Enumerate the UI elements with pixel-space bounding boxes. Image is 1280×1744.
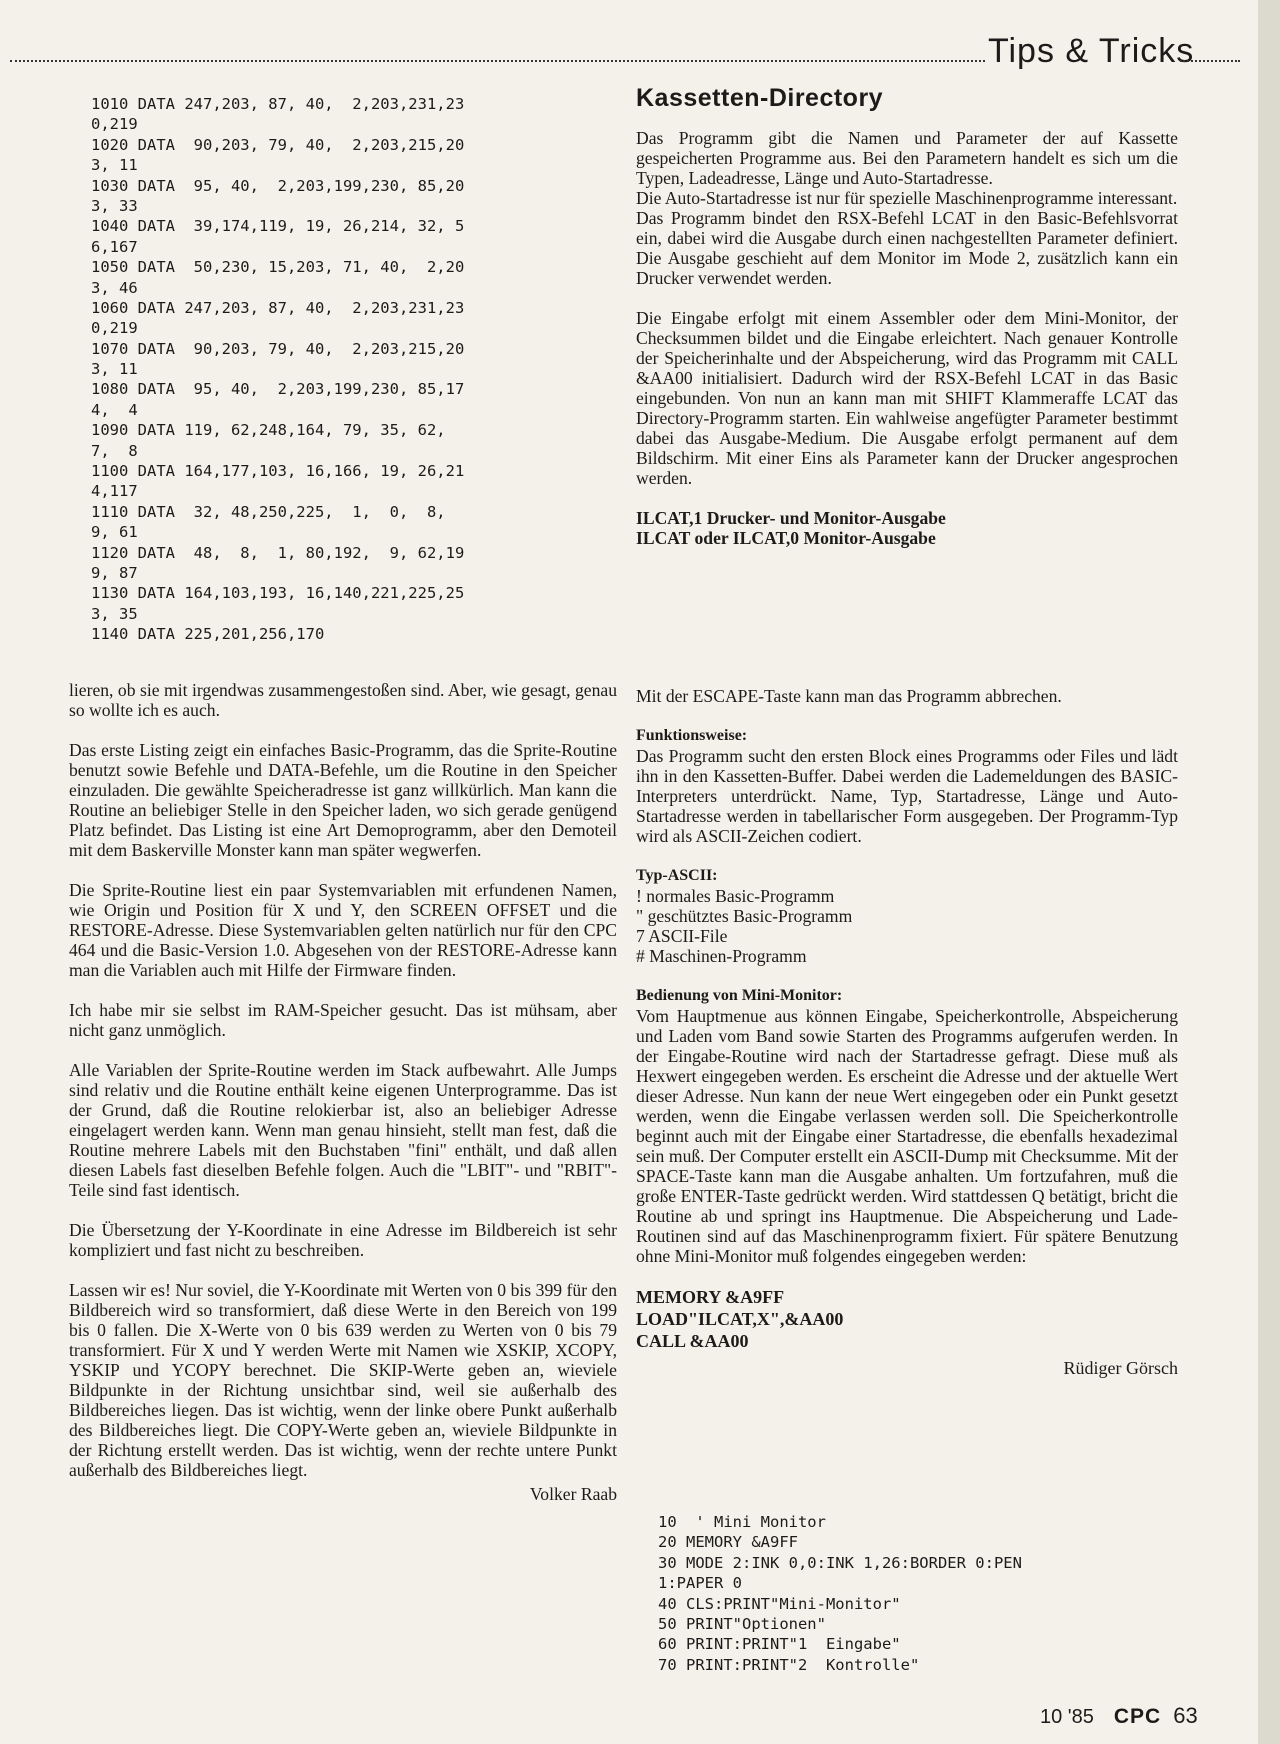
listing-line: 50 PRINT"Optionen" bbox=[658, 1614, 826, 1633]
paragraph: Die Übersetzung der Y-Koordinate in eine Adresse im Bildbereich ist sehr kompliziert und fast nicht zu beschreiben. bbox=[69, 1220, 617, 1260]
data-listing bbox=[91, 94, 464, 645]
listing-line: 1110 DATA 32, 48,250,225, 1, 0, 8, bbox=[91, 502, 446, 521]
paragraph: Die Sprite-Routine liest ein paar Systemvariablen mit erfundenen Namen, wie Origin und Position für X und Y, den SCREEN OFFSET und die RESTORE-Adresse. Diese Systemvariablen gelten natürlich nur für den CPC 464 und die Basic-Version 1.0. Abgesehen von der RESTORE-Adresse kann man die Variablen auch mit Hilfe der Firmware finden. bbox=[69, 880, 617, 980]
section-label: Tips & Tricks bbox=[988, 32, 1195, 70]
listing-line: 1030 DATA 95, 40, 2,203,199,230, 85,20 bbox=[91, 176, 465, 195]
listing-line: 3, 35 bbox=[91, 604, 138, 623]
listing-line: 4, 4 bbox=[91, 400, 138, 419]
type-line: ! normales Basic-Programm bbox=[636, 886, 835, 906]
listing-line: 6,167 bbox=[91, 237, 138, 256]
mini-monitor-listing bbox=[658, 1512, 1022, 1675]
listing-line: 1010 DATA 247,203, 87, 40, 2,203,231,23 bbox=[91, 95, 465, 113]
listing-line: 7, 8 bbox=[91, 441, 138, 460]
paragraph: Das Programm sucht den ersten Block eines Programms oder Files und lädt ihn in den Kassetten-Buffer. Dabei werden die Lademeldungen des BASIC-Interpreters unterdrückt. Name, Typ, Startadresse, Länge und Auto-Startadresse werden in tabellarischer Form ausgegeben. Der Programm-Typ wird als ASCII-Zeichen codiert. bbox=[636, 746, 1178, 846]
listing-line: 0,219 bbox=[91, 115, 138, 134]
author-right: Rüdiger Görsch bbox=[1063, 1358, 1178, 1378]
listing-line: 1020 DATA 90,203, 79, 40, 2,203,215,20 bbox=[91, 135, 465, 154]
paragraph: Mit der ESCAPE-Taste kann man das Programm abbrechen. bbox=[636, 686, 1062, 706]
listing-line: 3, 33 bbox=[91, 196, 138, 215]
paragraph: Vom Hauptmenue aus können Eingabe, Speicherkontrolle, Abspeicherung und Laden vom Band sowie Starten des Programms aufgerufen werden. In der Eingabe-Routine wird nach der Startadresse gefragt. Diese muß als Hexwert eingegeben werden. Es erscheint die Adresse und der aktuelle Wert dieser Adresse. Nun kann der neue Wert eingegeben oder ein Punkt gesetzt werden, wenn die Eingabe verlassen werden soll. Die Speicherkontrolle beginnt auch mit der Eingabe einer Startadresse, die ebenfalls hexadezimal sein muß. Der Computer erstellt ein ASCII-Dump mit Checksumme. Mit der SPACE-Taste kann man die Ausgabe anhalten. Um fortzufahren, muß die große ENTER-Taste gedrückt werden. Wird stattdessen Q betätigt, bricht die Routine ab und springt ins Hauptmenue. Die Abspeicherung und Lade-Routinen sind auf das Maschinenprogramm fixiert. Für spätere Benutzung ohne Mini-Monitor muß folgendes eingegeben werden: bbox=[636, 1006, 1178, 1266]
listing-line: 9, 87 bbox=[91, 563, 138, 582]
listing-line: 9, 61 bbox=[91, 523, 138, 542]
header-rule-end bbox=[1180, 60, 1240, 62]
page-number: 63 bbox=[1173, 1703, 1198, 1728]
subheading: Funktionsweise: bbox=[636, 727, 748, 744]
magazine-logo: CPC bbox=[1113, 1705, 1162, 1728]
paragraph: Das erste Listing zeigt ein einfaches Basic-Programm, das die Sprite-Routine benutzt sowie Befehle und DATA-Befehle, um die Routine in den Speicher einzuladen. Die gewählte Speicheradresse ist ganz willkürlich. Man kann die Routine an beliebiger Stelle in den Speicher laden, wo sich gerade genügend Platz befindet. Das Listing ist eine Art Demoprogramm, aber den Demoteil mit dem Baskerville Monster kann man später wegwerfen. bbox=[69, 740, 617, 860]
listing-line: 30 MODE 2:INK 0,0:INK 1,26:BORDER 0:PEN bbox=[658, 1553, 1022, 1572]
load-command: LOAD"ILCAT,X",&AA00 bbox=[636, 1309, 844, 1329]
author-left: Volker Raab bbox=[529, 1484, 617, 1504]
type-line: " geschütztes Basic-Programm bbox=[636, 906, 853, 926]
listing-line: 1060 DATA 247,203, 87, 40, 2,203,231,23 bbox=[91, 298, 465, 317]
command-line: ILCAT,1 Drucker- und Monitor-Ausgabe bbox=[636, 508, 946, 528]
right-column-top bbox=[636, 128, 1178, 568]
paragraph: Das Programm bindet den RSX-Befehl LCAT in den Basic-Befehlsvorrat ein, dabei wird die Ausgabe durch einen nachgestellten Parameter definiert. Die Ausgabe geschieht auf dem Monitor im Mode 2, zusätzlich kann ein Drucker verwendet werden. bbox=[636, 208, 1178, 288]
listing-line: 1080 DATA 95, 40, 2,203,199,230, 85,17 bbox=[91, 380, 465, 399]
listing-line: 4,117 bbox=[91, 482, 138, 501]
memory-command: MEMORY &A9FF bbox=[636, 1287, 785, 1307]
paragraph: Das Programm gibt die Namen und Parameter der auf Kassette gespeicherten Programme aus. Bei den Parametern handelt es sich um die Typen, Ladeadresse, Länge und Auto-Startadresse. bbox=[636, 128, 1178, 188]
paragraph: Die Auto-Startadresse ist nur für spezielle Maschinenprogramme interessant. bbox=[636, 188, 1178, 208]
header-rule bbox=[10, 60, 985, 62]
paragraph: Lassen wir es! Nur soviel, die Y-Koordinate mit Werten von 0 bis 399 für den Bildbereich wird so transformiert, daß diese Werte in den Bereich von 199 bis 0 fallen. Die X-Werte von 0 bis 639 werden zu Werten von 0 bis 79 transformiert. Für X und Y werden Werte mit Namen wie XSKIP, XCOPY, YSKIP und YCOPY berechnet. Die SKIP-Werte geben an, wieviele Bildpunkte in der Richtung unsichtbar sind, weil sie außerhalb des Bildbereiches liegen. Das ist wichtig, wenn der linke obere Punkt außerhalb des Bildbereiches liegt. Die COPY-Werte geben an, wieviele Bildpunkte in der Richtung erstellt werden. Das ist wichtig, wenn der rechte untere Punkt außerhalb des Bildbereiches liegt. bbox=[69, 1280, 617, 1480]
page-edge bbox=[1258, 0, 1280, 1744]
listing-line: 1130 DATA 164,103,193, 16,140,221,225,25 bbox=[91, 584, 465, 603]
type-line: 7 ASCII-File bbox=[636, 926, 728, 946]
paragraph: lieren, ob sie mit irgendwas zusammengestoßen sind. Aber, wie gesagt, genau so wollte ich es auch. bbox=[69, 680, 617, 720]
listing-line: 3, 11 bbox=[91, 156, 138, 175]
paragraph: Ich habe mir sie selbst im RAM-Speicher gesucht. Das ist mühsam, aber nicht ganz unmöglich. bbox=[69, 1000, 617, 1040]
call-command: CALL &AA00 bbox=[636, 1331, 749, 1351]
paragraph: Die Eingabe erfolgt mit einem Assembler oder dem Mini-Monitor, der Checksummen bildet und die Eingabe erleichtert. Nach genauer Kontrolle der Speicherinhalte und der Abspeicherung, wird das Programm mit CALL &AA00 initialisiert. Dadurch wird der RSX-Befehl LCAT in das Basic eingebunden. Von nun an kann man mit SHIFT Klammeraffe LCAT das Directory-Programm starten. Ein wahlweise angefügter Parameter bestimmt dabei das Ausgabe-Medium. Die Ausgabe erfolgt permanent auf dem Bildschirm. Mit einer Eins als Parameter kann der Drucker angesprochen werden. bbox=[636, 308, 1178, 488]
listing-line: 1140 DATA 225,201,256,170 bbox=[91, 625, 325, 644]
left-column bbox=[69, 680, 617, 1504]
listing-line: 1:PAPER 0 bbox=[658, 1574, 742, 1593]
listing-line: 3, 11 bbox=[91, 360, 138, 379]
listing-line: 3, 46 bbox=[91, 278, 138, 297]
listing-line: 0,219 bbox=[91, 319, 138, 338]
page-footer bbox=[1040, 1703, 1198, 1729]
listing-line: 1040 DATA 39,174,119, 19, 26,214, 32, 5 bbox=[91, 217, 465, 236]
paragraph: Alle Variablen der Sprite-Routine werden im Stack aufbewahrt. Alle Jumps sind relativ und die Routine enthält keine eigenen Unterprogramme. Das ist der Grund, daß die Routine relokierbar ist, also an beliebiger Adresse eingelagert werden kann. Wenn man genau hinsieht, stellt man fest, daß die Routine mehrere Labels mit den Buchstaben "fini" enthält, und daß allen diesen Labels fast dieselben Befehle folgen. Auch die "LBIT"- und "RBIT"-Teile sind fast identisch. bbox=[69, 1060, 617, 1200]
listing-line: 1050 DATA 50,230, 15,203, 71, 40, 2,20 bbox=[91, 258, 465, 277]
listing-line: 1120 DATA 48, 8, 1, 80,192, 9, 62,19 bbox=[91, 543, 465, 562]
subheading: Bedienung von Mini-Monitor: bbox=[636, 987, 843, 1004]
listing-line: 1070 DATA 90,203, 79, 40, 2,203,215,20 bbox=[91, 339, 465, 358]
article-title: Kassetten-Directory bbox=[636, 84, 884, 112]
right-column-bottom bbox=[636, 686, 1178, 1378]
listing-line: 20 MEMORY &A9FF bbox=[658, 1533, 798, 1552]
listing-line: 1100 DATA 164,177,103, 16,166, 19, 26,21 bbox=[91, 462, 465, 481]
issue-date: 10 '85 bbox=[1040, 1706, 1094, 1728]
listing-line: 60 PRINT:PRINT"1 Eingabe" bbox=[658, 1635, 901, 1654]
type-line: # Maschinen-Programm bbox=[636, 946, 807, 966]
listing-line: 70 PRINT:PRINT"2 Kontrolle" bbox=[658, 1655, 920, 1674]
listing-line: 10 ' Mini Monitor bbox=[658, 1513, 826, 1531]
command-line: ILCAT oder ILCAT,0 Monitor-Ausgabe bbox=[636, 528, 936, 548]
listing-line: 40 CLS:PRINT"Mini-Monitor" bbox=[658, 1594, 901, 1613]
listing-line: 1090 DATA 119, 62,248,164, 79, 35, 62, bbox=[91, 421, 446, 440]
subheading: Typ-ASCII: bbox=[636, 867, 718, 884]
